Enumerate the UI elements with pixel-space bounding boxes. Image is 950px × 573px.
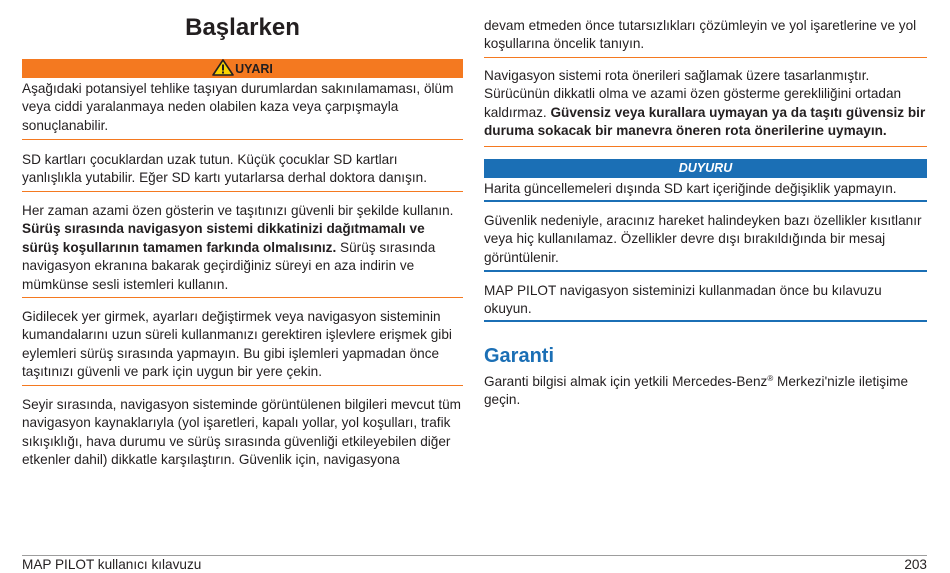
- page-title: Başlarken: [185, 14, 300, 41]
- divider: [22, 191, 463, 192]
- warning-text: Aşağıdaki potansiyel tehlike taşıyan durumlardan sakınılamaması, ölüm veya ciddi yaralanmaya neden olabilen kaza veya çarpışmayla sonuçlanabilir.: [22, 81, 454, 133]
- warning-banner: [22, 59, 463, 78]
- continued-text: devam etmeden önce tutarsızlıkları çözümleyin ve yol işaretlerine ve yol koşullarına öncelik tanıyın.: [484, 18, 917, 52]
- divider: [484, 200, 927, 202]
- divider: [22, 297, 463, 298]
- caution-bold: Sürüş sırasında navigasyon sistemi dikkatinizi dağıtmamalı ve sürüş koşullarının tamamen farkında olmalısınız.: [22, 221, 425, 255]
- caution-rest: Sürüş sırasında navigasyon ekranına bakarak geçirdiğiniz süreyi en aza indirin ve mümkünse sesli istemleri kullanın.: [22, 239, 436, 292]
- route-suggestions: [484, 67, 927, 141]
- divider: [484, 270, 927, 272]
- warning-label: UYARI: [235, 62, 273, 76]
- divider: [484, 146, 927, 147]
- sd-card-warning: SD kartları çocuklardan uzak tutun. Küçük çocuklar SD kartları yanlışlıkla yutabilir. Eğer SD kartı yutarlarsa derhal doktora danışın.: [22, 152, 427, 186]
- warning-triangle-icon: [212, 59, 234, 76]
- read-manual-text: MAP PILOT navigasyon sisteminizi kullanmadan önce bu kılavuzu okuyun.: [484, 283, 882, 317]
- divider: [22, 385, 463, 386]
- caution-intro: Her zaman azami özen gösterin ve taşıtınızı güvenli bir şekilde kullanın.: [22, 203, 454, 218]
- registered-mark: ®: [767, 374, 774, 383]
- route-bold: Güvensiz veya kurallara uymayan ya da taşıtı güvensiz bir duruma sokacak bir manevra öneren rota önerilerine uymayın.: [484, 104, 926, 139]
- settings-warning: Gidilecek yer girmek, ayarları değiştirmek veya navigasyon sisteminin kumandalarını uzun süreli kullanmanızı gerektiren işlevlere erişmek gibi eylemleri sürüş sırasında yapmayın. Bu gibi işlemleri yapmadan önce taşıtınızı güvenli ve park için uygun bir yere çekin.: [22, 309, 452, 380]
- divider: [484, 57, 927, 58]
- garanti-text: [484, 373, 927, 410]
- garanti-heading: Garanti: [484, 345, 555, 367]
- driving-caution: [22, 202, 463, 294]
- route-intro: Navigasyon sistemi rota önerileri sağlamak üzere tasarlanmıştır. Sürücünün dikkatli olma ve azami özen gösterme gerekliliğini ortadan kaldırmaz.: [484, 68, 902, 120]
- safety-restrictions: Güvenlik nedeniyle, aracınız hareket halindeyken bazı özellikler kısıtlanır veya hiç kullanılamaz. Özellikler devre dışı bırakıldığında bir mesaj görüntülenir.: [484, 213, 922, 265]
- notice-text: Harita güncellemeleri dışında SD kart içeriğinde değişiklik yapmayın.: [484, 181, 897, 196]
- notice-banner: DUYURU: [484, 159, 927, 178]
- compare-sources-text: Seyir sırasında, navigasyon sisteminde görüntülenen bilgileri mevcut tüm navigasyon kaynaklarıyla (yol işaretleri, kapalı yollar, yol koşulları, trafik sıkışıklığı, hava durumu ve sürüş sırasında güvenliği etkileyebilen diğer etkenler dahil) dikkatle karşılaştırın. Güvenlik için, navigasyona: [22, 397, 461, 468]
- garanti-text-a: Garanti bilgisi almak için yetkili Mercedes-Benz: [484, 374, 768, 389]
- footer-manual-name: MAP PILOT kullanıcı kılavuzu: [22, 557, 202, 572]
- page-number: 203: [904, 557, 927, 572]
- footer-rule: [22, 555, 927, 556]
- garanti-text-b: Merkezi'nizle iletişime geçin.: [484, 374, 909, 408]
- divider: [22, 139, 463, 140]
- divider: [484, 320, 927, 322]
